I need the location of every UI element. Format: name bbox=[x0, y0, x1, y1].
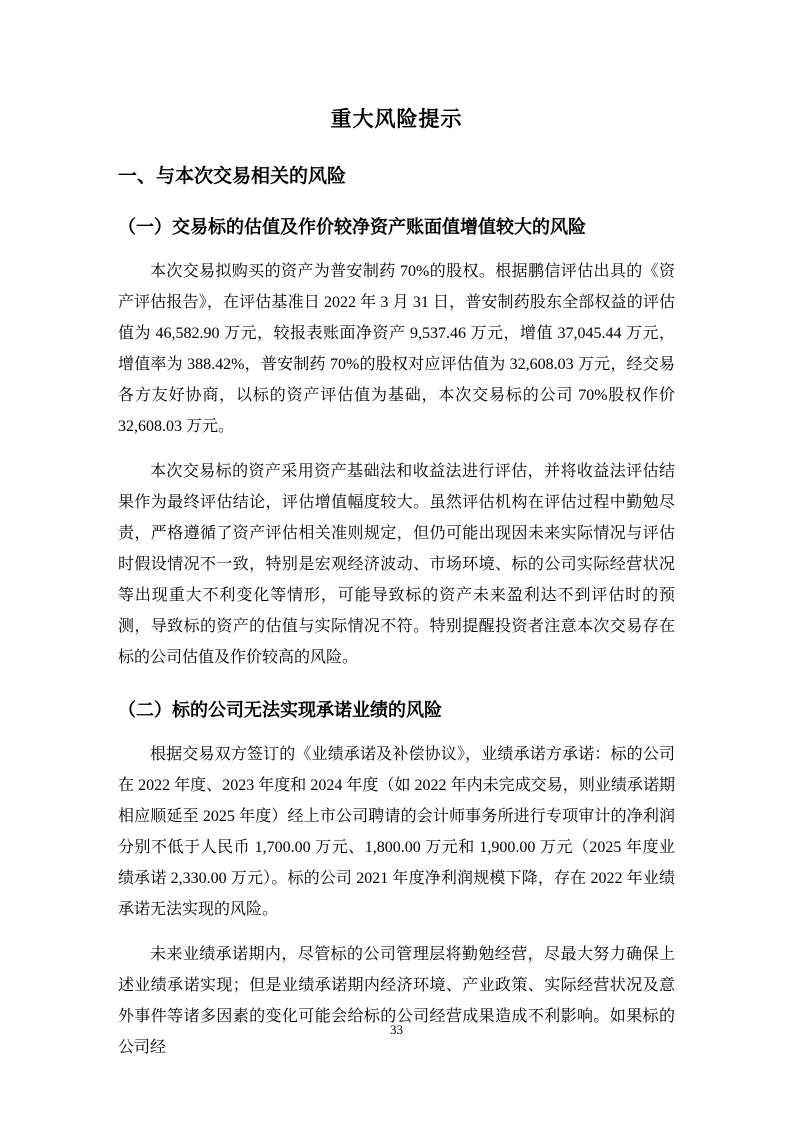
section-transaction-risks bbox=[118, 164, 675, 1063]
subsection-heading-valuation: （一）交易标的估值及作价较净资产账面值增值较大的风险 bbox=[118, 217, 586, 237]
subsection-performance-risk bbox=[118, 697, 675, 1063]
paragraph-performance-2: 未来业绩承诺期内，尽管标的公司管理层将勤勉经营，尽最大努力确保上述业绩承诺实现；但是业绩承诺期内经济环境、产业政策、实际经营状况及意外事件等诸多因素的变化可能会给标的公司经营成果造成不利影响。如果标的公司经 bbox=[118, 946, 675, 1056]
section-heading: 一、与本次交易相关的风险 bbox=[118, 166, 347, 187]
paragraph-performance-1: 根据交易双方签订的《业绩承诺及补偿协议》，业绩承诺方承诺：标的公司在 2022 年度、2023 年度和 2024 年度（如 2022 年内未完成交易，则业绩承诺期相应顺延至 2025 年度）经上市公司聘请的会计师事务所进行专项审计的净利润分别不低于人民币 1,700.00 万元、1,800.00 万元和 1,900.00 万元（2025 年度业绩承诺 2,330.00 万元）。标的公司 2021 年度净利润规模下降，存在 2022 年业绩承诺无法实现的风险。 bbox=[118, 746, 675, 918]
subsection-heading-performance: （二）标的公司无法实现承诺业绩的风险 bbox=[118, 700, 442, 720]
page-number: 33 bbox=[390, 1022, 403, 1037]
paragraph-valuation-2: 本次交易标的资产采用资产基础法和收益法进行评估，并将收益法评估结果作为最终评估结论，评估增值幅度较大。虽然评估机构在评估过程中勤勉尽责，严格遵循了资产评估相关准则规定，但仍可能出现因未来实际情况与评估时假设情况不一致，特别是宏观经济波动、市场环境、标的公司实际经营状况等出现重大不利变化等情形，可能导致标的资产未来盈利达不到评估时的预测，导致标的资产的估值与实际情况不符。特别提醒投资者注意本次交易存在标的公司估值及作价较高的风险。 bbox=[118, 463, 675, 666]
paragraph-valuation-1: 本次交易拟购买的资产为普安制药 70%的股权。根据鹏信评估出具的《资产评估报告》，在评估基准日 2022 年 3 月 31 日，普安制药股东全部权益的评估值为 46,582.90 万元，较报表账面净资产 9,537.46 万元，增值 37,045.44 万元，增值率为 388.42%，普安制药 70%的股权对应评估值为 32,608.03 万元，经交易各方友好协商，以标的资产评估值为基础，本次交易标的公司 70%股权作价 32,608.03 万元。 bbox=[118, 263, 675, 435]
subsection-valuation-risk bbox=[118, 214, 675, 673]
page-title: 重大风险提示 bbox=[330, 108, 463, 131]
